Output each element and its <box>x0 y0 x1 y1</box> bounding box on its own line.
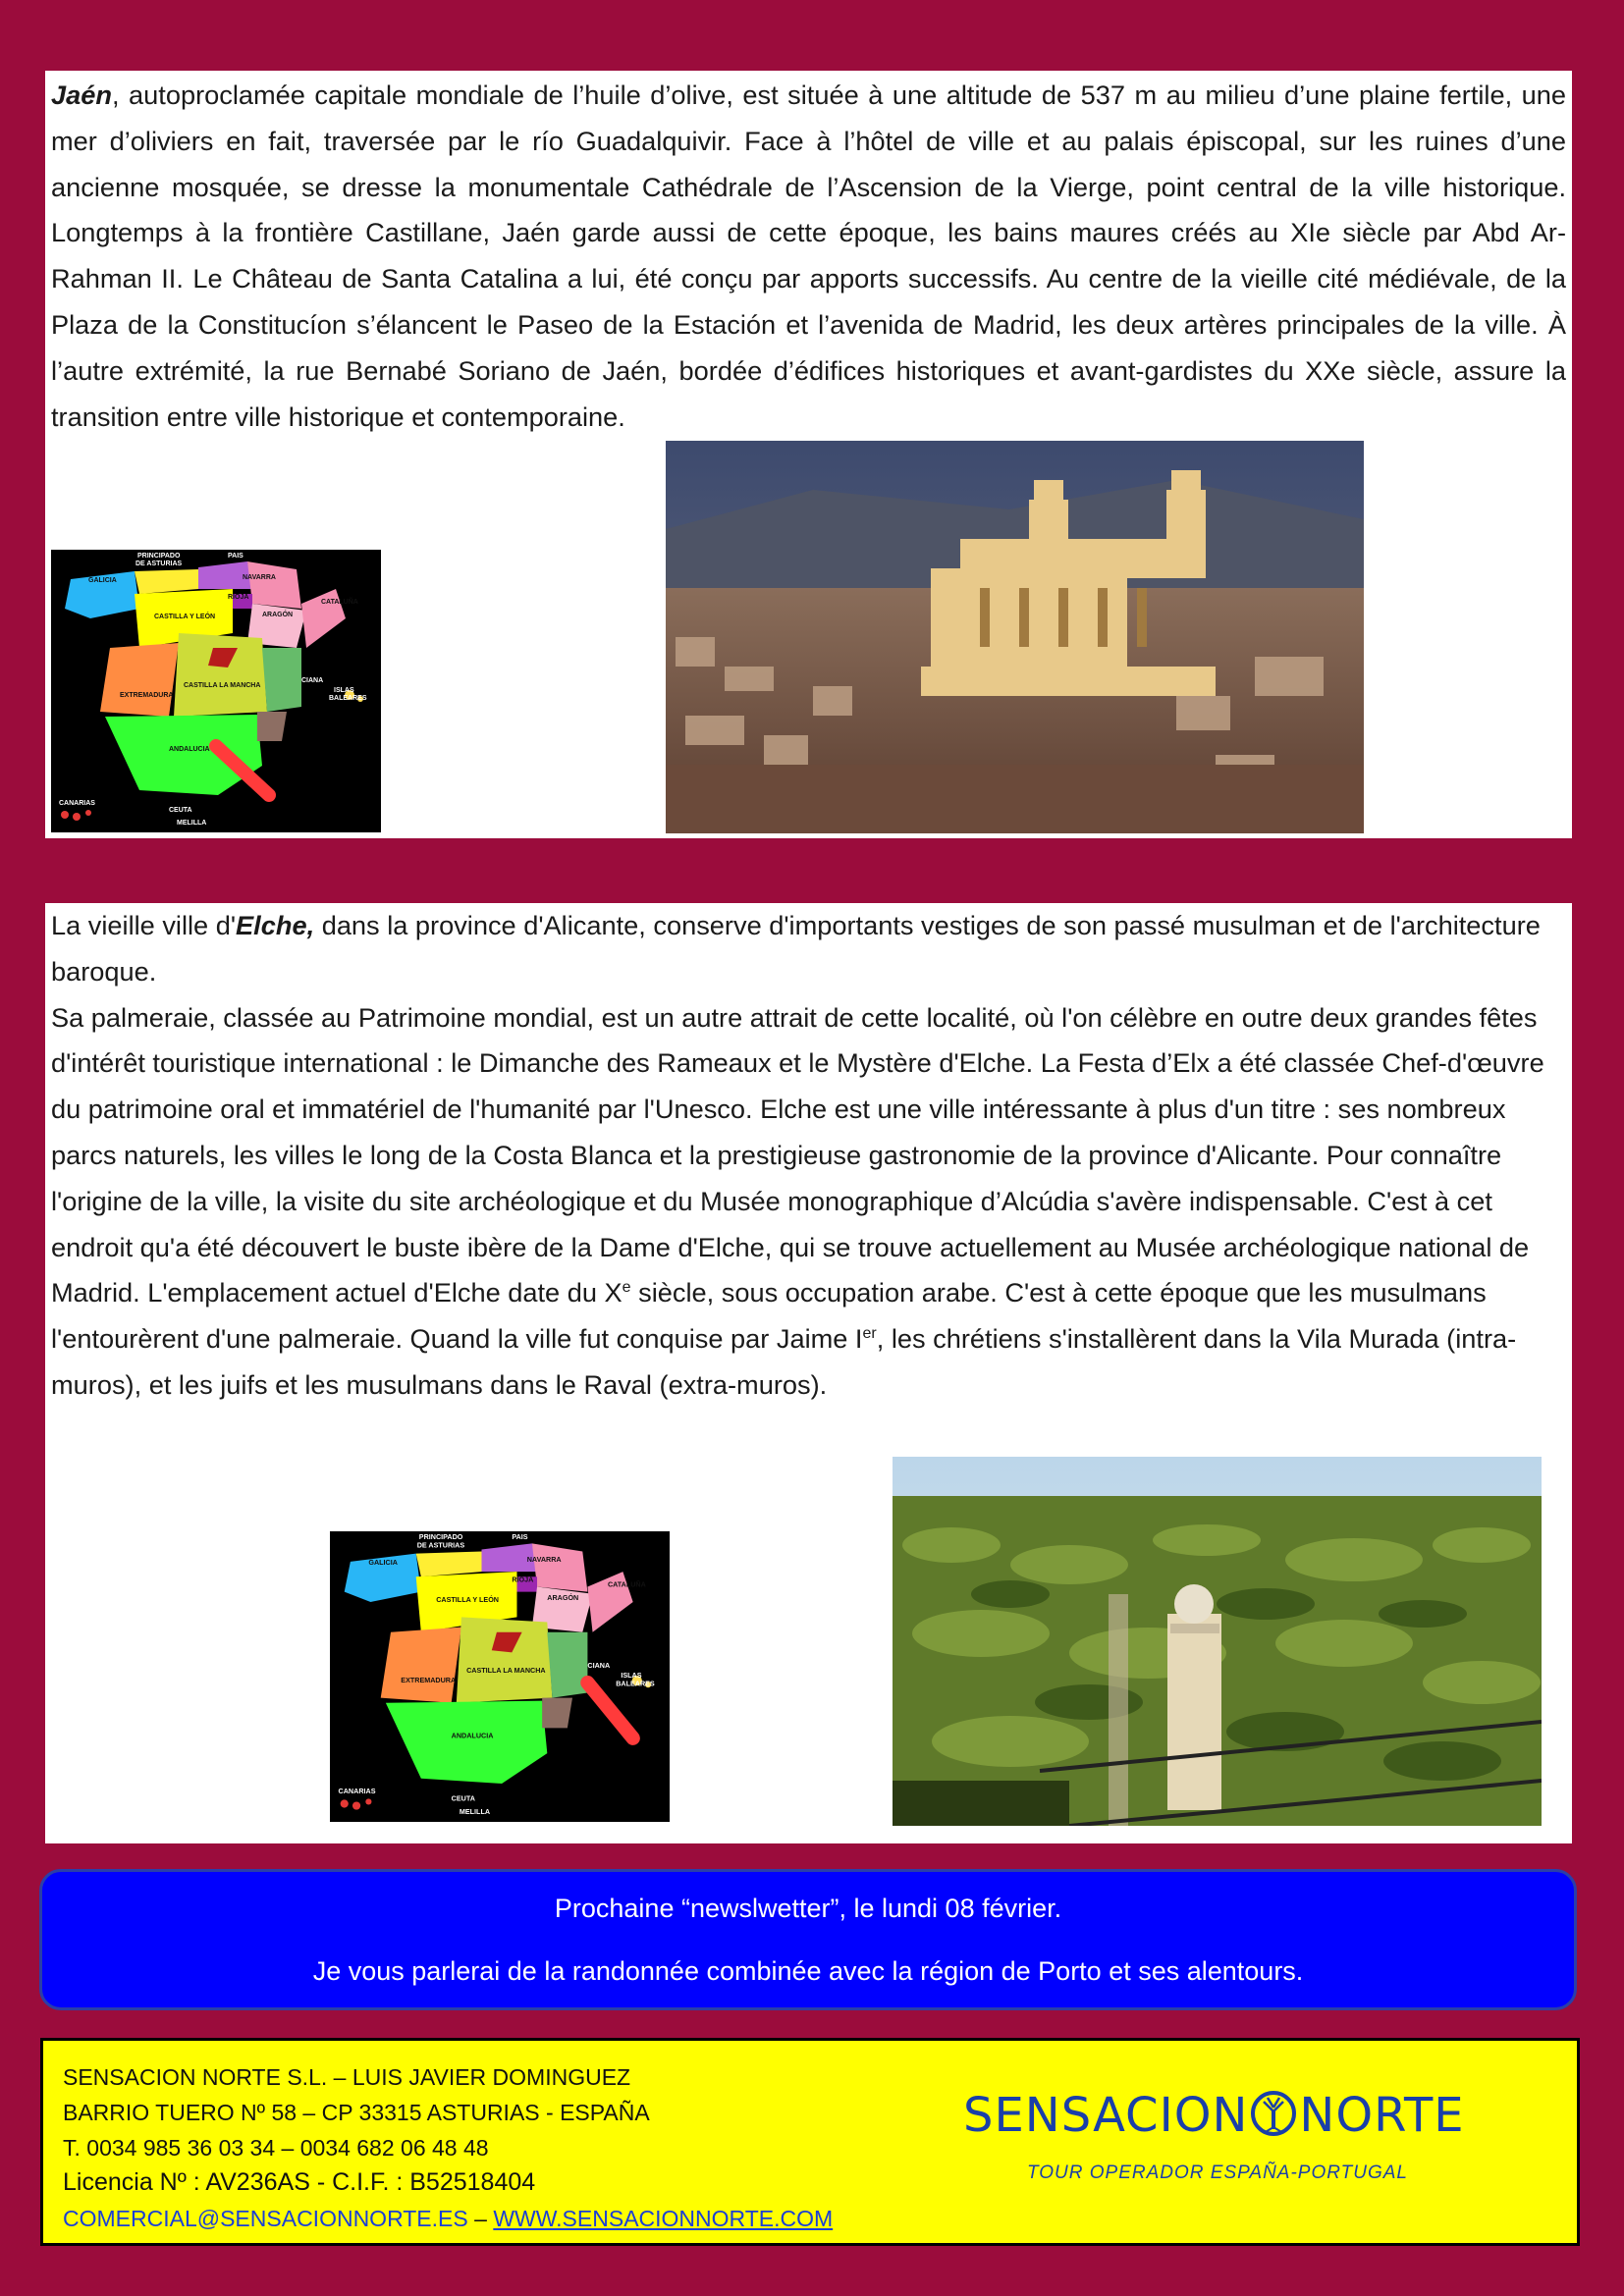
elche-sup-2: er <box>862 1325 877 1343</box>
banner-line-1: Prochaine “newslwetter”, le lundi 08 février. <box>554 1894 1062 1923</box>
map2-label-extremadura: EXTREMADURA <box>401 1676 457 1685</box>
contact-footer <box>40 2038 1580 2246</box>
map-label-andalucia: ANDALUCIA <box>169 746 210 753</box>
map2-label-ceuta: CEUTA <box>451 1793 475 1803</box>
map-label-melilla: MELILLA <box>177 820 207 827</box>
footer-address: BARRIO TUERO Nº 58 – CP 33315 ASTURIAS - ESPAÑA <box>63 2100 650 2125</box>
map2-label-andalucia: ANDALUCIA <box>451 1731 494 1740</box>
map-label-islas: ISLAS <box>334 687 354 694</box>
map-label-castilla-mancha: CASTILLA LA MANCHA <box>184 682 261 689</box>
map2-label-canarias: CANARIAS <box>338 1787 376 1796</box>
jaen-cathedral-photo <box>666 441 1364 833</box>
map-label-baleares: BALEARES <box>329 695 367 702</box>
jaen-city-name: Jaén <box>51 80 112 110</box>
elche-paragraph <box>51 903 1566 1409</box>
jaen-paragraph <box>51 73 1566 440</box>
map-label-galicia: GALICIA <box>88 577 117 584</box>
elche-intro-after: dans la province d'Alicante, conserve d'importants vestiges de son passé musulman et de l'architecture baroque. <box>51 910 1541 987</box>
map2-label-rioja: RIOJA <box>512 1575 534 1584</box>
elche-palm-grove-photo <box>893 1457 1542 1826</box>
elche-city-name: Elche, <box>236 910 315 940</box>
jaen-text: , autoproclamée capitale mondiale de l’huile d’olive, est située à une altitude de 537 m au milieu d’une plaine fertile, une mer d’oliviers en fait, traversée par le río Guadalquivir. Face à l’hôtel de ville et au palais épiscopal, sur les ruines d’une ancienne mosquée, se dresse la monumentale Cathédrale de l’Ascension de la Vierge, point central de la ville historique. Longtemps à la frontière Castillane, Jaén garde aussi de cette époque, les bains maures créés au XIe siècle par Abd Ar-Rahman II. Le Château de Santa Catalina a lui, été conçu par apports successifs. Au centre de la vieille cité médiévale, de la Plaza de la Constitucíon s’élancent le Paseo de la Estación et l’avenida de Madrid, les deux artères principales de la ville. À l’autre extrémité, la rue Bernabé Soriano de Jaén, bordée d’édifices historiques et avant-gardistes du XXe siècle, assure la transition entre ville historique et contemporaine. <box>51 80 1566 432</box>
map2-label-pais: PAIS <box>512 1532 528 1542</box>
map2-label-castilla-mancha: CASTILLA LA MANCHA <box>466 1665 546 1675</box>
email-link[interactable]: COMERCIAL@SENSACIONNORTE.ES <box>63 2206 468 2231</box>
elche-text-c: , les chrétiens s'installèrent dans la Vila Murada (intra-muros), et les juifs et les musulmans dans le Raval (extra-muros). <box>51 1323 1517 1400</box>
elche-text-a: Sa palmeraie, classée au Patrimoine mondial, est un autre attrait de cette localité, où l'on célèbre en outre deux grandes fêtes d'intérêt touristique international : le Dimanche des Rameaux et le Mystère d'Elche. La Festa d’Elx a été classée Chef-d'œuvre du patrimoine oral et immatériel de l'humanité par l'Unesco. Elche est une ville intéressante à plus d'un titre : ses nombreux parcs naturels, les villes le long de la Costa Blanca et la prestigieuse gastronomie de la province d'Alicante. Pour connaître l'origine de la ville, la visite du site archéologique et du Musée monographique d’Alcúdia s'avère indispensable. C'est à cet endroit qu'a été découvert le buste ibère de la Dame d'Elche, qui se trouve actuellement au Musée archéologique national de Madrid. L'emplacement actuel d'Elche date du X <box>51 1001 1544 1308</box>
map-label-extremadura: EXTREMADURA <box>120 692 174 699</box>
footer-phone: T. 0034 985 36 03 34 – 0034 682 06 48 48 <box>63 2135 489 2161</box>
website-link[interactable]: WWW.SENSACIONNORTE.COM <box>493 2206 834 2231</box>
map2-label-navarra: NAVARRA <box>526 1554 562 1564</box>
map2-label-galicia: GALICIA <box>368 1557 398 1567</box>
brand-logo <box>963 2088 1465 2143</box>
map2-label-valenciana: CIANA <box>587 1660 611 1670</box>
elche-sup-1: e <box>622 1279 631 1297</box>
elche-section <box>45 903 1572 1843</box>
map-label-valenciana: CIANA <box>301 677 324 684</box>
map2-label-asturias: DE ASTURIAS <box>416 1540 465 1550</box>
map2-label-cataluna: CATALUÑA <box>607 1579 646 1589</box>
brand-tagline: TOUR OPERADOR ESPAÑA-PORTUGAL <box>1027 2163 1408 2183</box>
jaen-section <box>45 71 1572 838</box>
map2-label-aragon: ARAGÓN <box>547 1592 579 1602</box>
map2-label-islas: ISLAS <box>621 1671 642 1681</box>
footer-company: SENSACION NORTE S.L. – LUIS JAVIER DOMINGUEZ <box>63 2064 631 2090</box>
next-newsletter-banner <box>39 1869 1577 2010</box>
map-label-cataluna: CATALUÑA <box>321 599 358 606</box>
map-label-canarias: CANARIAS <box>59 800 95 807</box>
brand-right: NORTE <box>1299 2088 1465 2143</box>
map-label-navarra: NAVARRA <box>243 574 276 581</box>
map2-label-castilla-leon: CASTILLA Y LEÓN <box>436 1594 500 1604</box>
map-label-aragon: ARAGÓN <box>262 612 294 618</box>
map-label-asturias: DE ASTURIAS <box>135 561 183 567</box>
map-label-principado: PRINCIPADO <box>137 553 181 560</box>
map-label-pais: PAIS <box>228 553 244 560</box>
map-label-castilla-leon: CASTILLA Y LEÓN <box>154 614 216 620</box>
map2-label-melilla: MELILLA <box>459 1806 491 1816</box>
map2-label-principado: PRINCIPADO <box>418 1532 463 1542</box>
elche-text-b: siècle, sous occupation arabe. C'est à cette époque que les musulmans l'entourèrent d'une palmeraie. Quand la ville fut conquise par Jaime I <box>51 1277 1487 1355</box>
brand-left: SENSACION <box>963 2088 1249 2143</box>
footer-links <box>63 2206 833 2232</box>
map2-label-baleares: BALEARES <box>616 1679 655 1688</box>
footer-license: Licencia Nº : AV236AS - C.I.F. : B52518404 <box>63 2168 536 2196</box>
elche-intro-before: La vieille ville d' <box>51 910 237 940</box>
spain-map-elche <box>330 1531 670 1822</box>
spain-map <box>51 550 381 832</box>
footer-separator: – <box>467 2206 494 2231</box>
map-label-rioja: RIOJA <box>228 594 249 601</box>
banner-line-2: Je vous parlerai de la randonnée combinée avec la région de Porto et ses alentours. <box>312 1956 1304 1986</box>
tree-globe-icon <box>1250 2090 1297 2137</box>
map-label-ceuta: CEUTA <box>169 807 192 814</box>
